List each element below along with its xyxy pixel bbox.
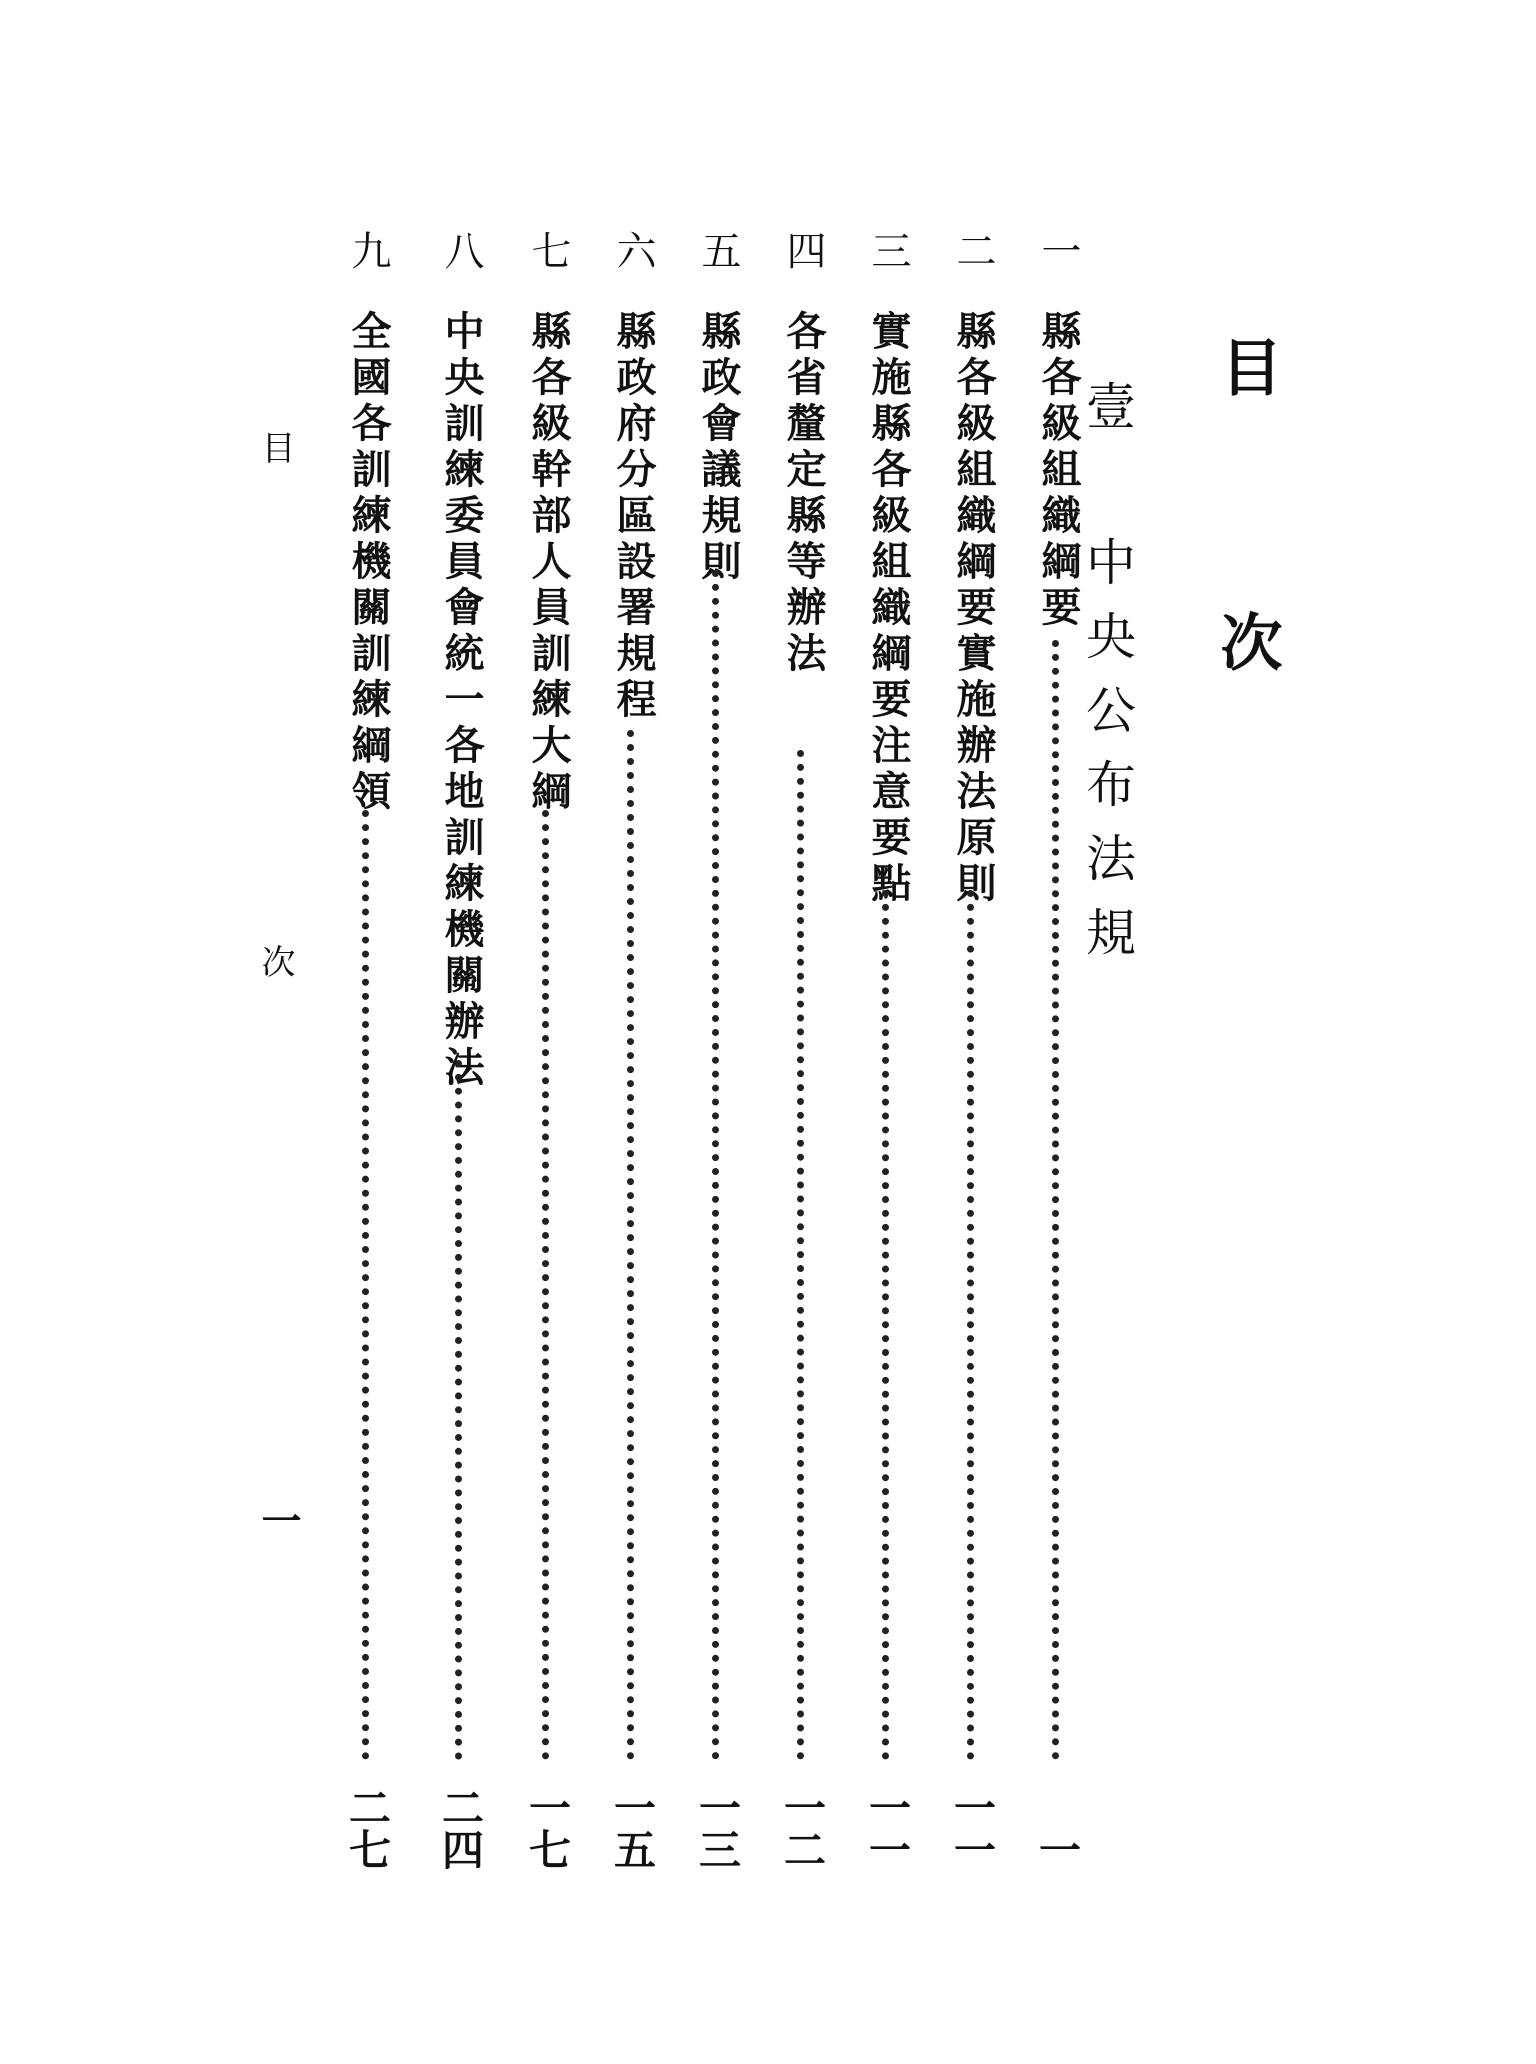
entry-title: 中央訓練委員會統一各地訓練機關辦法 xyxy=(438,310,485,1092)
dot-leader xyxy=(362,810,369,1760)
entry-title: 縣政會議規則 xyxy=(695,310,742,586)
dot-leader xyxy=(967,890,974,1760)
entry-title: 實施縣各級組織綱要注意要點 xyxy=(865,310,912,908)
entry-title: 縣各級組織綱要 xyxy=(1035,310,1082,632)
dot-leader xyxy=(797,750,804,1760)
entry-page-number: 一一 xyxy=(863,1786,912,1870)
entry-title: 縣各級組織綱要實施辦法原則 xyxy=(950,310,997,908)
dot-leader xyxy=(542,810,549,1760)
entry-title: 縣政府分區設署規程 xyxy=(610,310,657,724)
running-footer: 目 次 xyxy=(255,430,295,1198)
folio-number: 一 xyxy=(255,1500,302,1540)
dot-leader xyxy=(455,1060,462,1760)
toc-entry xyxy=(1030,230,1090,1870)
dot-leader xyxy=(1052,640,1059,1760)
entry-page-number: 一 xyxy=(1033,1828,1082,1870)
entry-number: 六 xyxy=(610,230,656,270)
entry-page-number: 二七 xyxy=(343,1786,392,1870)
entry-page-number: 一二 xyxy=(778,1786,827,1870)
entry-number: 五 xyxy=(695,230,741,270)
entry-page-number: 一一 xyxy=(948,1786,997,1870)
entry-number: 七 xyxy=(525,230,571,270)
page-title: 目 次 xyxy=(1210,335,1283,742)
dot-leader xyxy=(627,730,634,1760)
entry-page-number: 二四 xyxy=(436,1786,485,1870)
entry-page-number: 一七 xyxy=(523,1786,572,1870)
entry-number: 二 xyxy=(950,230,996,270)
toc-entry xyxy=(690,230,750,1870)
toc-entry xyxy=(945,230,1005,1870)
toc-entry xyxy=(605,230,665,1870)
entry-number: 九 xyxy=(345,230,391,270)
section-heading: 壹 中央公布法規 xyxy=(1078,380,1136,980)
dot-leader xyxy=(882,890,889,1760)
entry-number: 四 xyxy=(780,230,826,270)
toc-entry xyxy=(775,230,835,1870)
entry-title: 各省釐定縣等辦法 xyxy=(780,310,827,678)
dot-leader xyxy=(712,570,719,1760)
entry-page-number: 一三 xyxy=(693,1786,742,1870)
entry-number: 一 xyxy=(1035,230,1081,270)
toc-entry xyxy=(860,230,920,1870)
entry-number: 八 xyxy=(438,230,484,270)
entry-title: 全國各訓練機關訓練綱領 xyxy=(345,310,392,816)
toc-entry xyxy=(340,230,400,1870)
toc-entry xyxy=(433,230,493,1870)
toc-entry xyxy=(520,230,580,1870)
entry-title: 縣各級幹部人員訓練大綱 xyxy=(525,310,572,816)
entry-page-number: 一五 xyxy=(608,1786,657,1870)
entry-number: 三 xyxy=(865,230,911,270)
